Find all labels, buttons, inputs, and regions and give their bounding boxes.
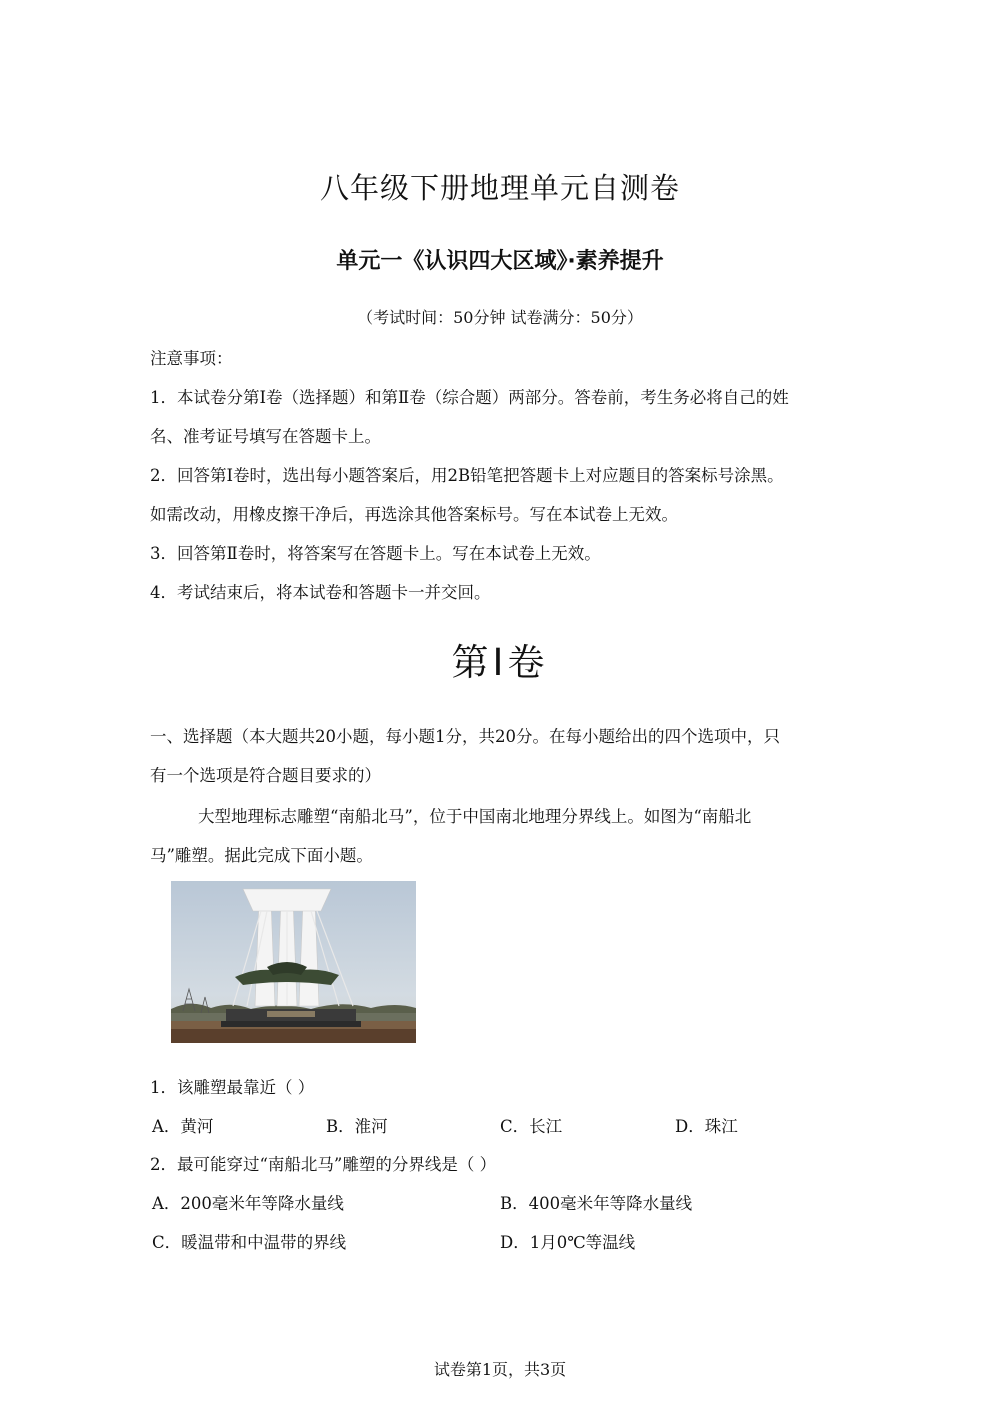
note-line: 1．本试卷分第Ⅰ卷（选择题）和第Ⅱ卷（综合题）两部分。答卷前，考生务必将自己的姓 (150, 388, 789, 407)
note-line: 4．考试结束后，将本试卷和答题卡一并交回。 (150, 583, 491, 602)
exam-info: （考试时间：50分钟 试卷满分：50分） (357, 308, 643, 327)
question-option: D．珠江 (675, 1117, 738, 1136)
note-line: 名、准考证号填写在答题卡上。 (150, 427, 381, 446)
note-line: 如需改动，用橡皮擦干净后，再选涂其他答案标号。写在本试卷上无效。 (150, 505, 678, 524)
page-footer: 试卷第1页，共3页 (433, 1360, 567, 1379)
material-line: 马”雕塑。据此完成下面小题。 (150, 846, 373, 865)
section-intro-line: 有一个选项是符合题目要求的） (150, 766, 381, 785)
question-option: D．1月0℃等温线 (500, 1233, 636, 1252)
question-option: B．400毫米年等降水量线 (500, 1194, 693, 1213)
question-option: C．长江 (500, 1117, 563, 1136)
section-intro-line: 一、选择题（本大题共20小题，每小题1分，共20分。在每小题给出的四个选项中，只 (150, 727, 780, 746)
volume-title: 第Ⅰ卷 (451, 641, 549, 684)
question-option: A．黄河 (152, 1117, 214, 1136)
question-option: B．淮河 (326, 1117, 388, 1136)
material-line: 大型地理标志雕塑“南船北马”，位于中国南北地理分界线上。如图为“南船北 (198, 807, 752, 826)
question-option: C．暖温带和中温带的界线 (152, 1233, 347, 1252)
document-subtitle: 单元一《认识四大区域》·素养提升 (336, 249, 664, 274)
question-option: A．200毫米年等降水量线 (152, 1194, 344, 1213)
notes-heading: 注意事项： (150, 349, 233, 368)
question-stem: 1．该雕塑最靠近（ ） (150, 1078, 315, 1097)
document-title: 八年级下册地理单元自测卷 (319, 171, 680, 205)
note-line: 2．回答第Ⅰ卷时，选出每小题答案后，用2B铅笔把答题卡上对应题目的答案标号涂黑。 (150, 466, 784, 485)
sculpture-photo (171, 881, 416, 1043)
question-stem: 2．最可能穿过“南船北马”雕塑的分界线是（ ） (150, 1155, 497, 1174)
note-line: 3．回答第Ⅱ卷时，将答案写在答题卡上。写在本试卷上无效。 (150, 544, 601, 563)
